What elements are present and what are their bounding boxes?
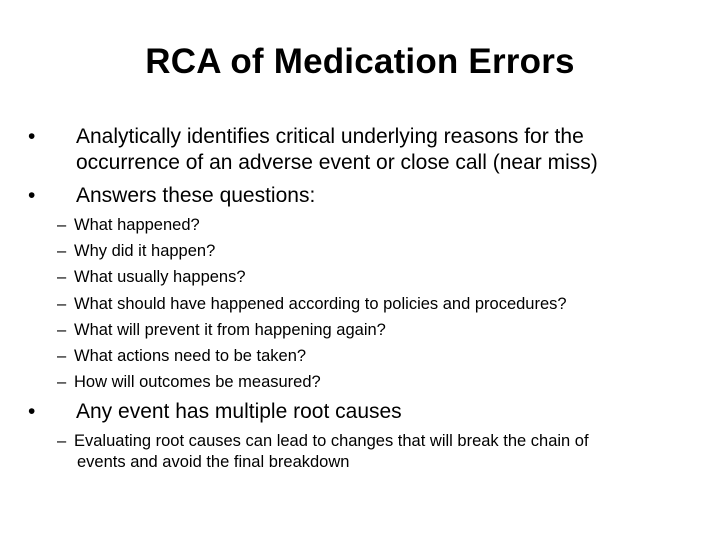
sub-item-text: Why did it happen? [74,242,216,260]
dash-icon: – [57,373,67,391]
sub-item-text: What actions need to be taken? [74,347,307,365]
dash-icon: – [57,216,67,234]
dash-icon: – [57,347,67,365]
bullet-icon: • [28,184,36,207]
dash-icon: – [57,295,67,313]
bullet-text [76,124,598,176]
sub-item-text-line: Evaluating root causes can lead to changes that will break the chain of [74,432,589,450]
sub-item-text: What should have happened according to policies and procedures? [74,295,567,313]
slide-title: RCA of Medication Errors [145,42,575,81]
bullet-text-line: occurrence of an adverse event or close call (near miss) [76,151,598,174]
bullet-text: Any event has multiple root causes [76,400,402,423]
bullet-icon: • [28,125,36,148]
bullet-text: Answers these questions: [76,184,316,207]
dash-icon: – [57,268,67,286]
sub-item-text: What usually happens? [74,268,246,286]
sub-item-text: How will outcomes be measured? [74,373,321,391]
dash-icon: – [57,321,67,339]
sub-item-text: What will prevent it from happening again? [74,321,386,339]
bullet-icon: • [28,400,36,423]
sub-item-text: What happened? [74,216,200,234]
sub-item-text-line: events and avoid the final breakdown [77,453,350,471]
dash-icon: – [57,242,67,260]
dash-icon: – [57,432,67,450]
bullet-text-line: Analytically identifies critical underlying reasons for the [76,125,584,148]
